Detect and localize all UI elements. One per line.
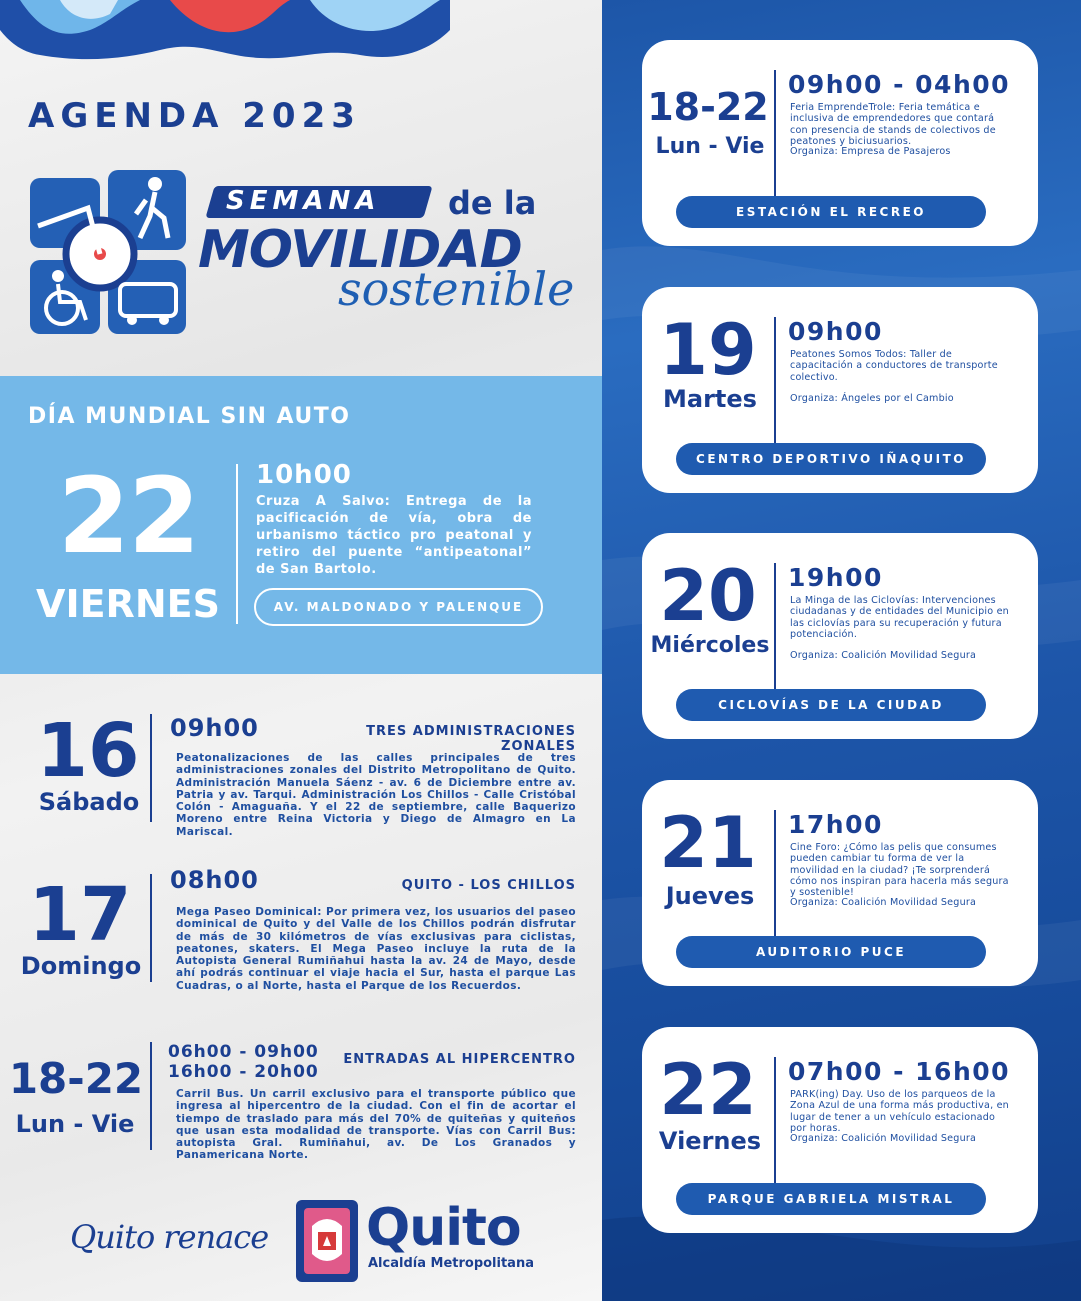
agenda-title: AGENDA 2023 bbox=[28, 96, 361, 136]
card-number: 22 bbox=[659, 1049, 757, 1131]
card-description: PARK(ing) Day. Uso de los parqueos de la Zona Azul de una forma más productiva, en lugar de tener a un vehículo estacionado por horas. bbox=[790, 1089, 1009, 1134]
alcaldia-subtitle: Alcaldía Metropolitana bbox=[368, 1256, 534, 1271]
featured-number: 22 bbox=[57, 455, 199, 577]
semana-text: SEMANA bbox=[226, 186, 381, 216]
card-organizer: Organiza: Coalición Movilidad Segura bbox=[790, 650, 977, 661]
card-day: Martes bbox=[663, 385, 757, 413]
card-divider bbox=[774, 810, 776, 936]
event-divider bbox=[150, 714, 152, 822]
card-organizer: Organiza: Ángeles por el Cambio bbox=[790, 393, 954, 404]
event-location: TRES ADMINISTRACIONES ZONALES bbox=[366, 724, 576, 754]
quito-coat-of-arms-icon bbox=[294, 1198, 360, 1284]
card-number: 19 bbox=[659, 309, 757, 391]
featured-day: VIERNES bbox=[36, 582, 220, 626]
quito-brand: Quito bbox=[366, 1198, 521, 1258]
card-description: Peatones Somos Todos: Taller de capacitación a conductores de transporte colectivo. bbox=[790, 349, 998, 383]
card-day: Viernes bbox=[658, 1127, 762, 1155]
quito-renace-slogan: Quito renace bbox=[70, 1218, 269, 1256]
sostenible-text: sostenible bbox=[338, 262, 575, 316]
card-divider bbox=[774, 317, 776, 443]
card-description: Cine Foro: ¿Cómo las pelis que consumes pueden cambiar tu forma de ver la movilidad en la ciudad? ¡Te sorprenderá cómo nos inspiran para hacerla más segura y sostenible! bbox=[790, 842, 1009, 899]
event-card bbox=[642, 780, 1038, 986]
card-divider bbox=[774, 70, 776, 196]
event-card bbox=[642, 1027, 1038, 1233]
decorative-pattern bbox=[0, 0, 450, 62]
card-time: 09h00 bbox=[788, 317, 883, 346]
de-la-text: de la bbox=[448, 184, 537, 222]
card-location-button: AUDITORIO PUCE bbox=[676, 936, 986, 968]
event-time: 09h00 bbox=[170, 714, 259, 742]
card-organizer: Organiza: Coalición Movilidad Segura bbox=[790, 1133, 977, 1144]
event-description: Peatonalizaciones de las calles principales de tres administraciones zonales del Distrito Metropolitano de Quito. Administración Manuela Sáenz - av. 6 de Diciembre entre av. Patria y av. Tarqui. Administración Los Chillos - Calle Cristóbal Colón - Amaguaña. Y el 22 de septiembre, calle Baquerizo Moreno entre Reina Victoria y Diego de Almagro en La Mariscal. bbox=[176, 752, 576, 838]
card-organizer: Organiza: Empresa de Pasajeros bbox=[790, 146, 951, 157]
event-number: 16 bbox=[36, 708, 140, 794]
card-day: Miércoles bbox=[650, 633, 770, 658]
event-card bbox=[642, 287, 1038, 493]
card-time: 19h00 bbox=[788, 563, 883, 592]
card-time: 07h00 - 16h00 bbox=[788, 1057, 1011, 1086]
event-number: 17 bbox=[28, 872, 132, 958]
event-day: Lun - Vie bbox=[15, 1110, 135, 1138]
event-divider bbox=[150, 874, 152, 982]
card-time: 09h00 - 04h00 bbox=[788, 70, 1011, 99]
event-day: Sábado bbox=[38, 788, 140, 816]
event-time: 08h00 bbox=[170, 866, 259, 894]
event-location: ENTRADAS AL HIPERCENTRO bbox=[343, 1052, 576, 1067]
movilidad-text: MOVILIDAD bbox=[198, 220, 522, 280]
card-time: 17h00 bbox=[788, 810, 883, 839]
mobility-icons-logo bbox=[28, 168, 188, 338]
event-card bbox=[642, 40, 1038, 246]
card-day: Jueves bbox=[665, 882, 755, 910]
card-location-button: CICLOVÍAS DE LA CIUDAD bbox=[676, 689, 986, 721]
card-location-button: ESTACIÓN EL RECREO bbox=[676, 196, 986, 228]
card-location-button: CENTRO DEPORTIVO IÑAQUITO bbox=[676, 443, 986, 475]
card-description: La Minga de las Ciclovías: Intervenciones ciudadanas y de entidades del Municipio en las ciclovías para su recuperación y futura potenciación. bbox=[790, 595, 1009, 640]
card-location-button: PARQUE GABRIELA MISTRAL bbox=[676, 1183, 986, 1215]
event-number: 18-22 bbox=[8, 1054, 144, 1103]
featured-time: 10h00 bbox=[256, 460, 352, 490]
card-number: 18-22 bbox=[647, 85, 769, 129]
featured-location: AV. MALDONADO Y PALENQUE bbox=[254, 588, 543, 626]
event-day: Domingo bbox=[20, 952, 142, 980]
event-time: 06h00 - 09h00 bbox=[168, 1042, 319, 1062]
card-number: 20 bbox=[659, 555, 757, 637]
featured-heading: DÍA MUNDIAL SIN AUTO bbox=[28, 404, 351, 429]
event-description: Carril Bus. Un carril exclusivo para el transporte público que ingresa al hipercentro de la ciudad. Con el fin de acortar el tiempo de traslado para más del 70% de quiteñas y quiteños que usan esta modalidad de transporte. Vías con Carril Bus: autopista Gral. Rumiñahui, av. De Los Granados y Panamericana Norte. bbox=[176, 1088, 576, 1162]
card-divider bbox=[774, 563, 776, 689]
card-divider bbox=[774, 1057, 776, 1183]
card-number: 21 bbox=[659, 802, 757, 884]
card-organizer: Organiza: Coalición Movilidad Segura bbox=[790, 897, 977, 908]
card-day: Lun - Vie bbox=[655, 134, 765, 159]
featured-divider bbox=[236, 464, 238, 624]
card-description: Feria EmprendeTrole: Feria temática e inclusiva de emprendedores que contará con presencia de stands de colectivos de peatones y biciusuarios. bbox=[790, 102, 996, 147]
event-card bbox=[642, 533, 1038, 739]
event-location: QUITO - LOS CHILLOS bbox=[401, 878, 576, 893]
event-time-2: 16h00 - 20h00 bbox=[168, 1062, 319, 1082]
featured-description: Cruza A Salvo: Entrega de la pacificación de vía, obra de urbanismo táctico pro peatonal y retiro del puente “antipeatonal” de San Bartolo. bbox=[256, 494, 532, 577]
event-divider bbox=[150, 1042, 152, 1150]
event-description: Mega Paseo Dominical: Por primera vez, los usuarios del paseo dominical de Quito y del Valle de los Chillos podrán disfrutar de más de 30 kilómetros de vías exclusivas para ciclistas, peatones, skaters. El Mega Paseo incluye la ruta de la Autopista General Rumiñahui hasta la av. 24 de Mayo, desde ahí podrás continuar el viaje hacia el Sur, hasta el parque Las Cuadras, o al Norte, hasta el Parque de los Recuerdos. bbox=[176, 906, 576, 992]
